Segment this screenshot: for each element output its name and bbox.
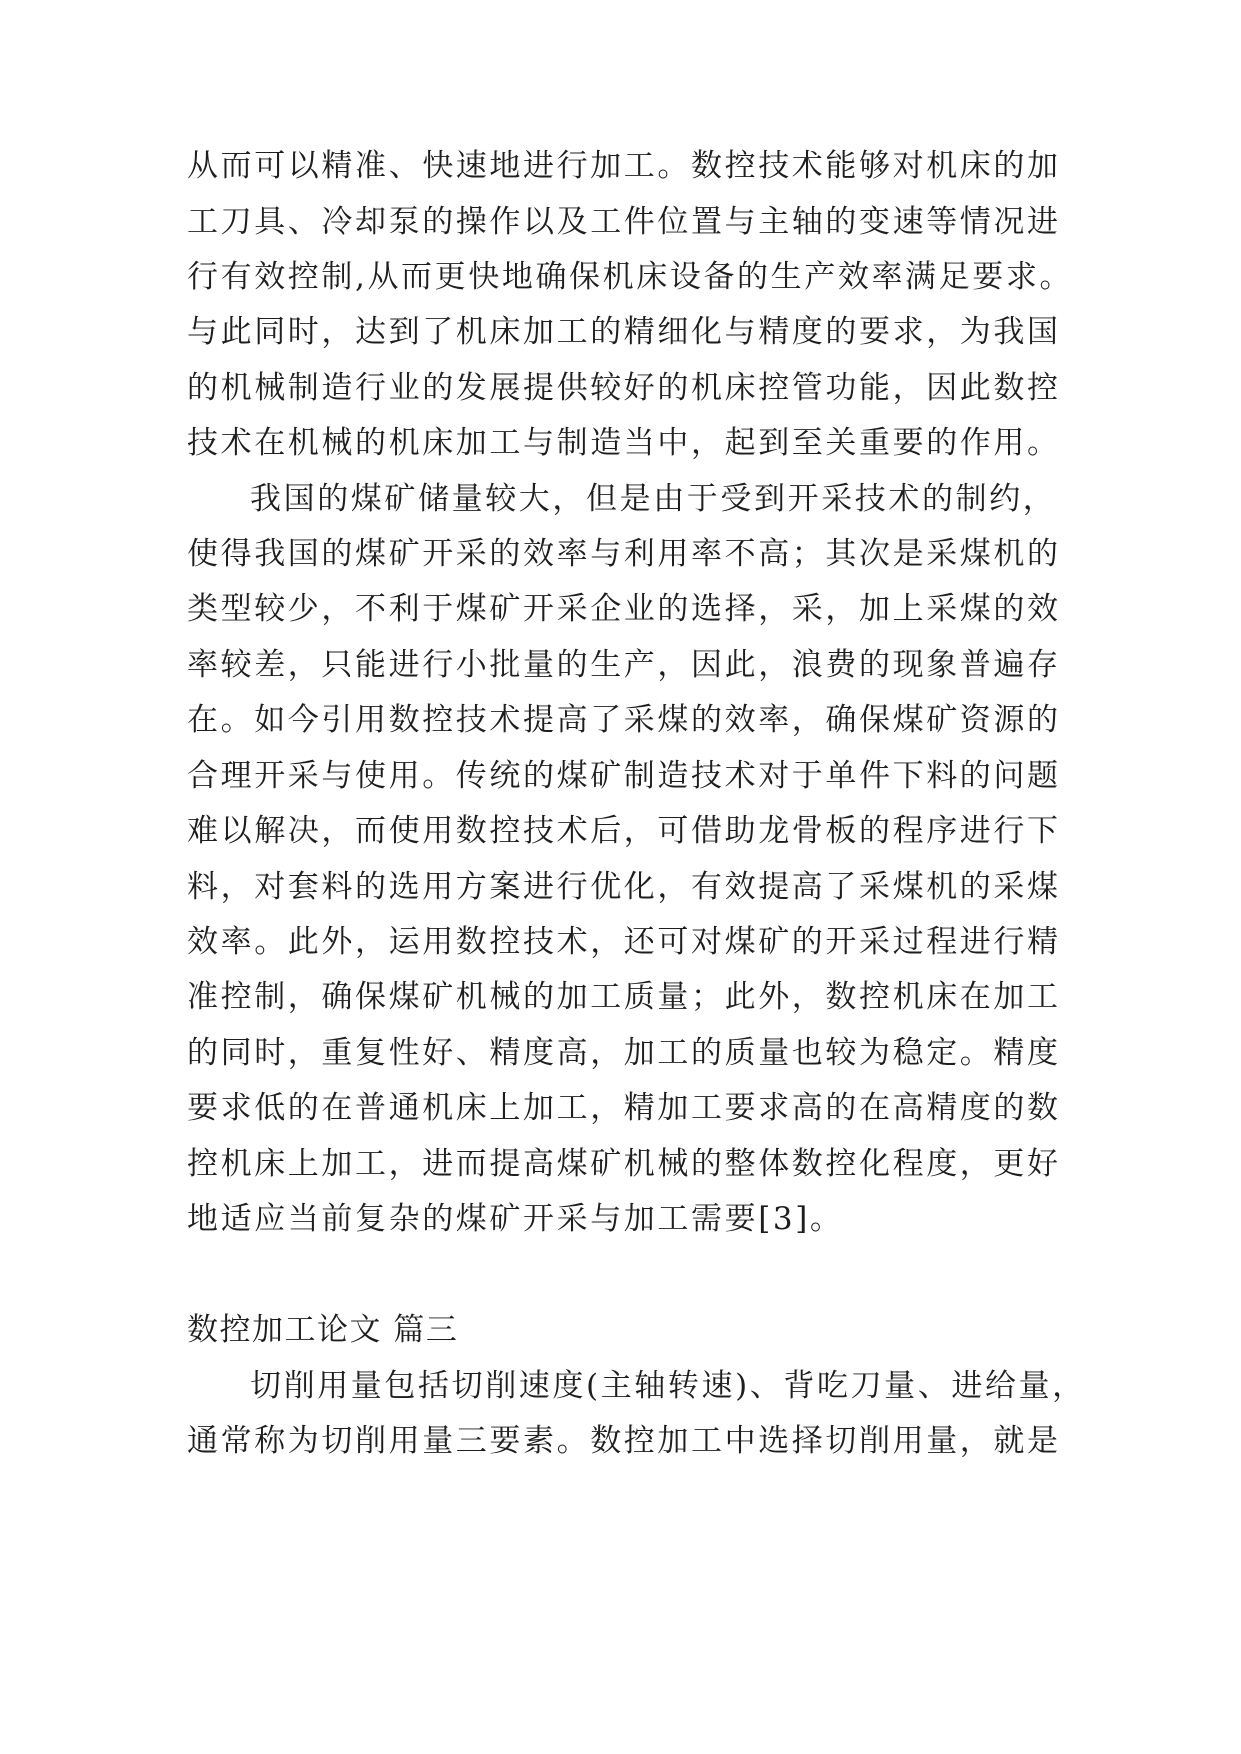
text-line: 类型较少，不利于煤矿开采企业的选择，采，加上采煤的效 [187,591,1061,627]
text-line: 率较差，只能进行小批量的生产，因此，浪费的现象普遍存 [187,647,1061,683]
text-line: 的机械制造行业的发展提供较好的机床控管功能，因此数控 [187,370,1061,406]
text-line: 地适应当前复杂的煤矿开采与加工需要[3]。 [187,1201,844,1237]
text-line: 技术在机械的机床加工与制造当中，起到至关重要的作用。 [187,425,1061,461]
text-line: 的同时，重复性好、精度高，加工的质量也较为稳定。精度 [187,1035,1061,1071]
section-heading: 数控加工论文 篇三 [187,1312,459,1348]
text-line: 工刀具、冷却泵的操作以及工件位置与主轴的变速等情况进 [187,204,1061,240]
text-line: 准控制，确保煤矿机械的加工质量；此外，数控机床在加工 [187,979,1061,1015]
text-line: 我国的煤矿储量较大，但是由于受到开采技术的制约， [250,481,1057,517]
text-line: 要求低的在普通机床上加工，精加工要求高的在高精度的数 [187,1090,1061,1126]
text-line: 合理开采与使用。传统的煤矿制造技术对于单件下料的问题 [187,758,1061,794]
text-line: 从而可以精准、快速地进行加工。数控技术能够对机床的加 [187,148,1061,184]
text-line: 通常称为切削用量三要素。数控加工中选择切削用量，就是 [187,1423,1061,1459]
text-line: 难以解决，而使用数控技术后，可借助龙骨板的程序进行下 [187,813,1061,849]
text-line: 切削用量包括切削速度(主轴转速)、背吃刀量、进给量， [250,1368,1086,1404]
text-line: 控机床上加工，进而提高煤矿机械的整体数控化程度，更好 [187,1146,1061,1182]
text-line: 使得我国的煤矿开采的效率与利用率不高；其次是采煤机的 [187,536,1061,572]
text-line: 在。如今引用数控技术提高了采煤的效率，确保煤矿资源的 [187,702,1061,738]
text-line: 与此同时，达到了机床加工的精细化与精度的要求，为我国 [187,314,1061,350]
text-line: 效率。此外，运用数控技术，还可对煤矿的开采过程进行精 [187,924,1061,960]
text-line: 料，对套料的选用方案进行优化，有效提高了采煤机的采煤 [187,869,1061,905]
text-line: 行有效控制,从而更快地确保机床设备的生产效率满足要求。 [187,259,1074,295]
